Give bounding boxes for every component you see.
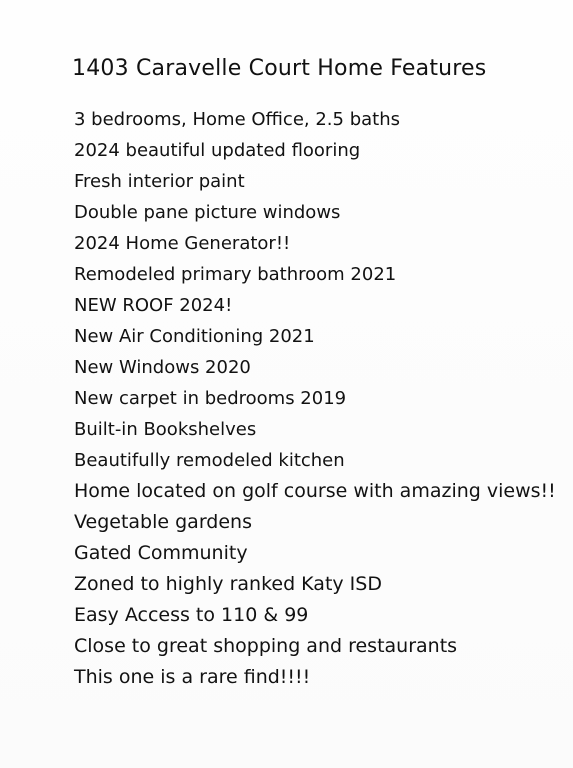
feature-item: Fresh interior paint [74,171,245,192]
feature-item: 2024 Home Generator!! [74,233,291,254]
feature-item: This one is a rare find!!!! [74,666,311,688]
feature-item: 2024 beautiful updated flooring [74,140,361,161]
feature-item: Easy Access to 110 & 99 [74,604,309,626]
feature-item: Built-in Bookshelves [74,419,257,440]
feature-item: Beautifully remodeled kitchen [74,450,345,471]
feature-item: NEW ROOF 2024! [74,295,233,316]
feature-item: Remodeled primary bathroom 2021 [74,264,397,285]
feature-item: Double pane picture windows [74,202,341,223]
features-list [74,104,556,693]
feature-item: New Windows 2020 [74,357,251,378]
feature-item: Vegetable gardens [74,511,252,533]
feature-item: Gated Community [74,542,248,564]
feature-item: New carpet in bedrooms 2019 [74,388,347,409]
document-title: 1403 Caravelle Court Home Features [72,56,487,81]
feature-item: 3 bedrooms, Home Office, 2.5 baths [74,109,400,130]
feature-item: Close to great shopping and restaurants [74,635,458,657]
feature-item: New Air Conditioning 2021 [74,326,315,347]
feature-item: Home located on golf course with amazing views!! [74,480,556,502]
feature-item: Zoned to highly ranked Katy ISD [74,573,382,595]
